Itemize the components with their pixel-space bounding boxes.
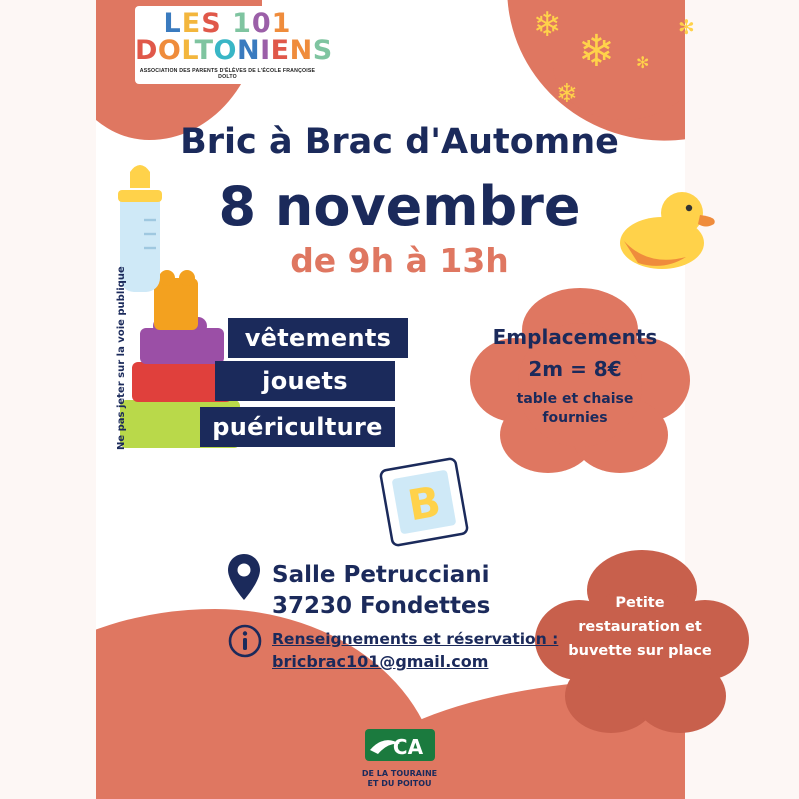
buvette-line-3: buvette sur place bbox=[568, 642, 712, 659]
buvette-line-1: Petite bbox=[615, 595, 665, 611]
emplacements-details-line1: table et chaise bbox=[516, 391, 634, 407]
snowflake-icon: ❄ bbox=[556, 78, 578, 108]
legal-notice: Ne pas jeter sur la voie publique bbox=[116, 266, 127, 450]
buvette-line-2: restauration et bbox=[578, 618, 702, 635]
snowflake-icon: ✻ bbox=[678, 17, 695, 39]
sponsor-line-1: DE LA TOURAINE bbox=[361, 769, 438, 778]
svg-text:CA: CA bbox=[392, 735, 423, 759]
category-puericulture: puériculture bbox=[200, 407, 395, 447]
sponsor-logo bbox=[0, 728, 799, 790]
svg-text:B: B bbox=[404, 476, 445, 531]
poster-title: Bric à Brac d'Automne bbox=[180, 122, 619, 162]
baby-bottle-illustration bbox=[100, 160, 180, 300]
logo-line-2: DOLTONIENS bbox=[135, 35, 333, 66]
logo-subtitle: ASSOCIATION DES PARENTS D'ÉLÈVES DE L'ÉCOLE FRANÇOISE DOLTO bbox=[139, 68, 316, 81]
contact-label bbox=[272, 630, 558, 648]
contact-email[interactable]: bricbrac101@gmail.com bbox=[272, 652, 489, 671]
event-date: 8 novembre bbox=[218, 175, 581, 238]
snowflake-icon: ❄ bbox=[578, 27, 615, 76]
sponsor-line-2: ET DU POITOU bbox=[367, 779, 432, 789]
alphabet-block-illustration bbox=[372, 450, 477, 555]
emplacements-block bbox=[470, 325, 680, 428]
location-pin-icon bbox=[226, 552, 262, 602]
emplacements-price: 2m = 8€ bbox=[528, 357, 622, 381]
contact-label-text: Renseignements et réservation : bbox=[272, 630, 559, 648]
category-vetements: vêtements bbox=[228, 318, 408, 358]
credit-agricole-icon bbox=[364, 728, 436, 762]
buvette-block bbox=[540, 592, 740, 664]
logo-line-1: LES 101 bbox=[163, 8, 292, 39]
venue-block bbox=[272, 560, 490, 622]
snowflake-icon: ❄ bbox=[533, 6, 562, 44]
venue-name: Salle Petrucciani bbox=[272, 562, 490, 588]
rubber-duck-illustration bbox=[610, 185, 720, 275]
emplacements-details-line2: fournies bbox=[542, 409, 608, 426]
category-jouets: jouets bbox=[215, 361, 395, 401]
venue-address: 37230 Fondettes bbox=[272, 593, 491, 620]
emplacements-heading: Emplacements bbox=[492, 325, 658, 349]
snowflake-icon: ✻ bbox=[636, 55, 650, 72]
page-margin-left bbox=[0, 0, 96, 799]
info-icon bbox=[228, 624, 262, 658]
event-hours: de 9h à 13h bbox=[290, 241, 509, 280]
association-logo bbox=[135, 6, 333, 84]
